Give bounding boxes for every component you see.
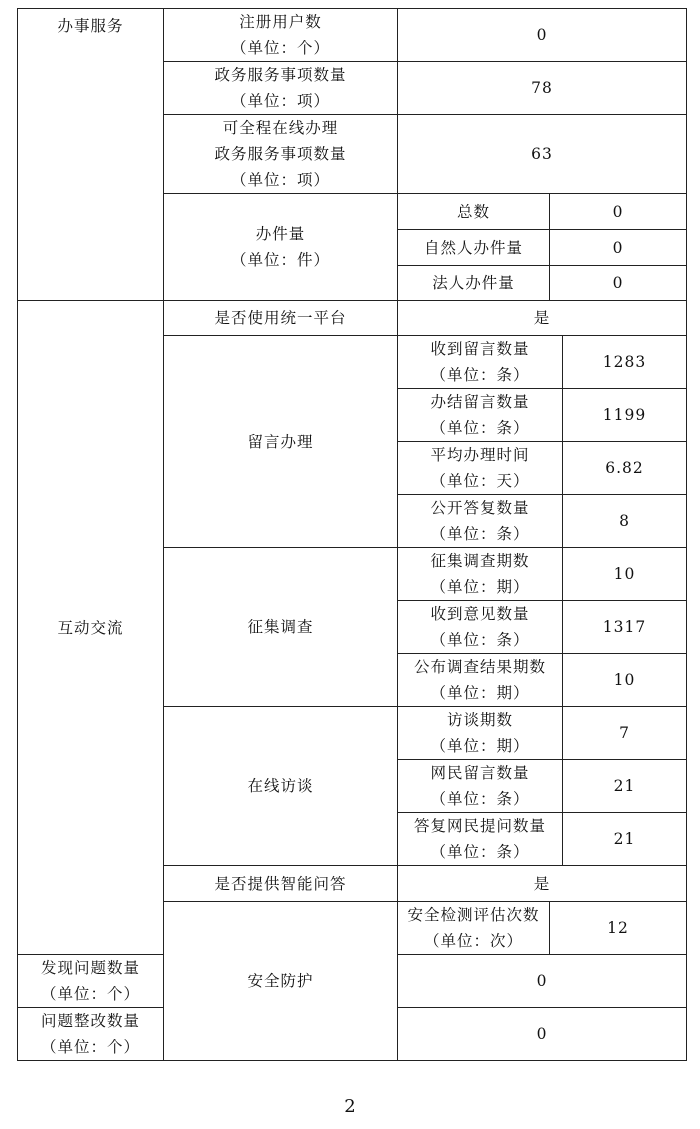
interviews-netizen-messages-label: 网民留言数量 （单位：条） [398,760,563,813]
surveys-periods-label: 征集调查期数 （单位：期） [398,548,563,601]
interviews-answered-label: 答复网民提问数量 （单位：条） [398,813,563,866]
surveys-periods-value: 10 [563,548,687,601]
surveys-opinions-label: 收到意见数量 （单位：条） [398,601,563,654]
messages-resolved-label: 办结留言数量 （单位：条） [398,389,563,442]
messages-public-replies-value: 8 [563,495,687,548]
messages-received-value: 1283 [563,336,687,389]
security-checks-label: 安全检测评估次数 （单位：次） [398,902,550,955]
cases-label: 办件量 （单位：件） [164,194,398,301]
cases-total-value: 0 [550,194,687,230]
messages-title: 留言办理 [164,336,398,548]
security-fixed-value: 0 [398,1008,687,1061]
interviews-periods-label: 访谈期数 （单位：期） [398,707,563,760]
table-row [18,301,687,336]
cases-natural-label: 自然人办件量 [398,230,550,266]
page-number: 2 [344,1096,356,1117]
service-items-label: 政务服务事项数量 （单位：项） [164,62,398,115]
service-items-value: 78 [398,62,687,115]
statistics-table [17,8,687,1061]
unified-platform-value: 是 [398,301,687,336]
interviews-answered-value: 21 [563,813,687,866]
smart-qa-value: 是 [398,866,687,902]
messages-avg-time-value: 6.82 [563,442,687,495]
cases-legal-value: 0 [550,266,687,301]
cases-natural-value: 0 [550,230,687,266]
surveys-results-value: 10 [563,654,687,707]
messages-avg-time-label: 平均办理时间 （单位：天） [398,442,563,495]
section-interaction-title: 互动交流 [18,301,164,955]
surveys-opinions-value: 1317 [563,601,687,654]
section-security-title: 安全防护 [164,902,398,1061]
surveys-results-label: 公布调查结果期数 （单位：期） [398,654,563,707]
online-items-value: 63 [398,115,687,194]
security-fixed-label: 问题整改数量 （单位：个） [18,1008,164,1061]
section-service-title: 办事服务 [18,9,164,301]
cases-legal-label: 法人办件量 [398,266,550,301]
registered-users-label: 注册用户数 （单位：个） [164,9,398,62]
online-items-label: 可全程在线办理 政务服务事项数量 （单位：项） [164,115,398,194]
messages-resolved-value: 1199 [563,389,687,442]
messages-public-replies-label: 公开答复数量 （单位：条） [398,495,563,548]
registered-users-value: 0 [398,9,687,62]
unified-platform-label: 是否使用统一平台 [164,301,398,336]
interviews-title: 在线访谈 [164,707,398,866]
security-checks-value: 12 [550,902,687,955]
security-problems-value: 0 [398,955,687,1008]
surveys-title: 征集调查 [164,548,398,707]
interviews-netizen-messages-value: 21 [563,760,687,813]
interviews-periods-value: 7 [563,707,687,760]
table-row [18,9,687,62]
security-problems-label: 发现问题数量 （单位：个） [18,955,164,1008]
cases-total-label: 总数 [398,194,550,230]
messages-received-label: 收到留言数量 （单位：条） [398,336,563,389]
smart-qa-label: 是否提供智能问答 [164,866,398,902]
